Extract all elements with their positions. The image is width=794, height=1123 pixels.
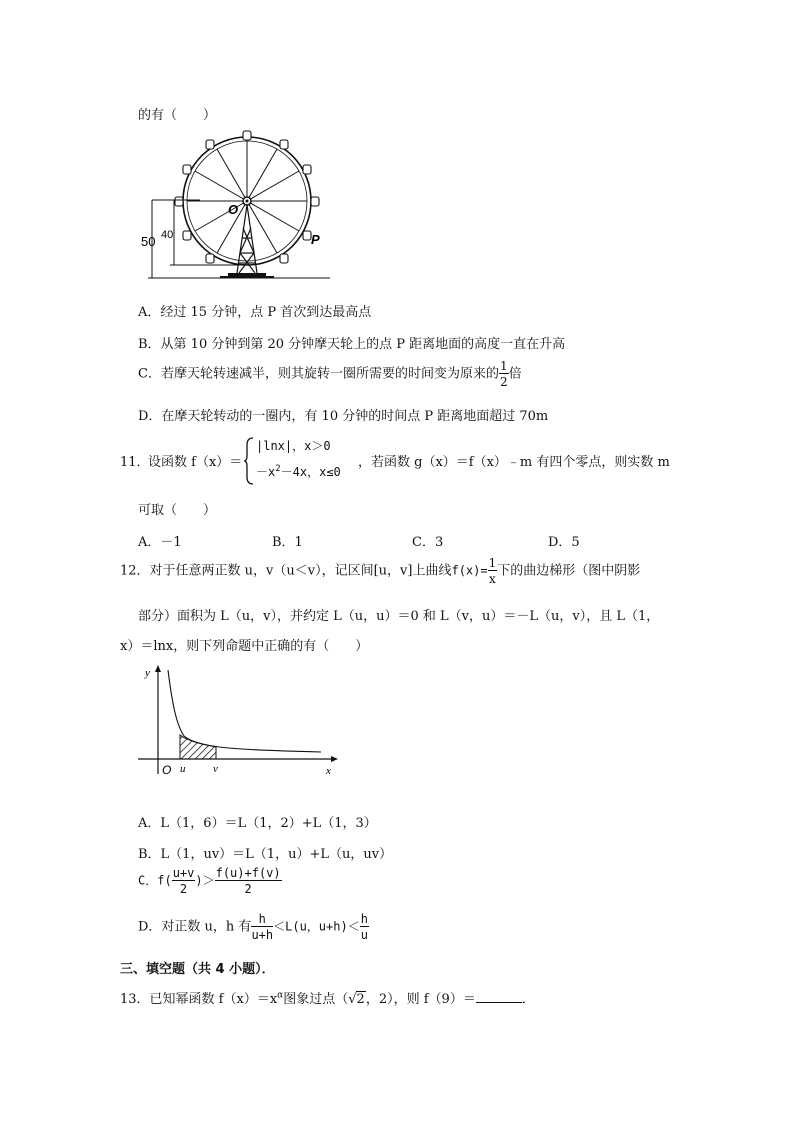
svg-text:y: y <box>145 667 150 679</box>
q10-option-a: A．经过 15 分钟，点 P 首次到达最高点 <box>138 305 372 320</box>
svg-text:u: u <box>180 763 186 775</box>
ferris-wheel-figure <box>140 128 340 288</box>
q12-option-d: D．对正数 u，h 有 $\frac{h}{u+h}$ ＜L(u，u+h)＜ $\frac{h}{u}$ <box>138 912 368 942</box>
q12-option-a: A．L（1，6）＝L（1，2）+L（1，3） <box>138 816 377 831</box>
label-P: P <box>311 232 320 247</box>
q11-prefix: 设函数 f（x）＝ <box>148 455 243 470</box>
q12-line-2: 部分）面积为 L（u，v），并约定 L（u，u）＝0 和 L（v，u）＝－L（u，v），且 L（1， <box>138 609 660 624</box>
piecewise-case-1: |lnx|，x＞0 <box>256 439 331 453</box>
q11-option-a: A．－1 <box>138 535 182 550</box>
q11-number: 11． <box>120 455 150 470</box>
q10-stem-tail: 的有（ ） <box>138 108 217 123</box>
label-O: O <box>228 202 239 217</box>
q11-option-d: D．5 <box>548 535 580 550</box>
q10-option-d: D．在摩天轮转动的一圈内，有 10 分钟的时间点 P 距离地面超过 70m <box>138 409 549 424</box>
q10-option-c-pre: C．若摩天轮转速减半，则其旋转一圈所需要的时间变为原来的 <box>138 366 499 382</box>
q12-option-c: C．f( $\frac{u+v}{2}$ )＞ $\frac{f(u)+f(v)}{2}$ <box>138 866 281 896</box>
q12-option-b: B．L（1，uv）＝L（1，u）+L（u，uv） <box>138 847 393 862</box>
q12-line-3: x）＝lnx，则下列命题中正确的有（ ） <box>120 639 369 654</box>
fraction-one-over-x: $\frac{1}{x}$ <box>488 556 497 586</box>
q11-line-2: 可取（ ） <box>138 503 217 518</box>
q10-option-b: B．从第 10 分钟到第 20 分钟摩天轮上的点 P 距离地面的高度一直在升高 <box>138 337 566 352</box>
q13-answer-blank[interactable] <box>476 990 522 1003</box>
q10-option-c <box>138 360 522 388</box>
piecewise-case-2: $-x^2-4x$，x≤0 <box>256 464 341 479</box>
q11-option-c: C．3 <box>412 535 444 550</box>
q11-suffix: ，若函数 g（x）＝f（x）﹣m 有四个零点，则实数 m <box>358 455 670 470</box>
label-40: 40 <box>161 229 174 241</box>
svg-text:x: x <box>326 765 331 777</box>
svg-text:v: v <box>213 763 218 775</box>
piecewise-brace <box>243 437 255 485</box>
q10-option-c-post: 倍 <box>508 366 522 382</box>
label-50: 50 <box>141 234 156 249</box>
section-3-title: 三、填空题（共 4 小题）． <box>120 962 275 977</box>
q13-stem: 13．已知幂函数 $f(x)=x^\alpha$图象过点（√2，2），则 f（9）＝ ． <box>120 990 535 1007</box>
q12-line-1: 12．对于任意两正数 u，v（u＜v），记区间[u，v]上曲线f(x)= $\frac{1}{x}$ 下的曲边梯形（图中阴影 <box>120 556 641 586</box>
hyperbola-area-figure <box>136 662 346 780</box>
q11-option-b: B．1 <box>272 535 303 550</box>
fraction-one-half: $\frac{1}{2}$ <box>499 359 508 389</box>
svg-text:O: O <box>162 763 172 777</box>
